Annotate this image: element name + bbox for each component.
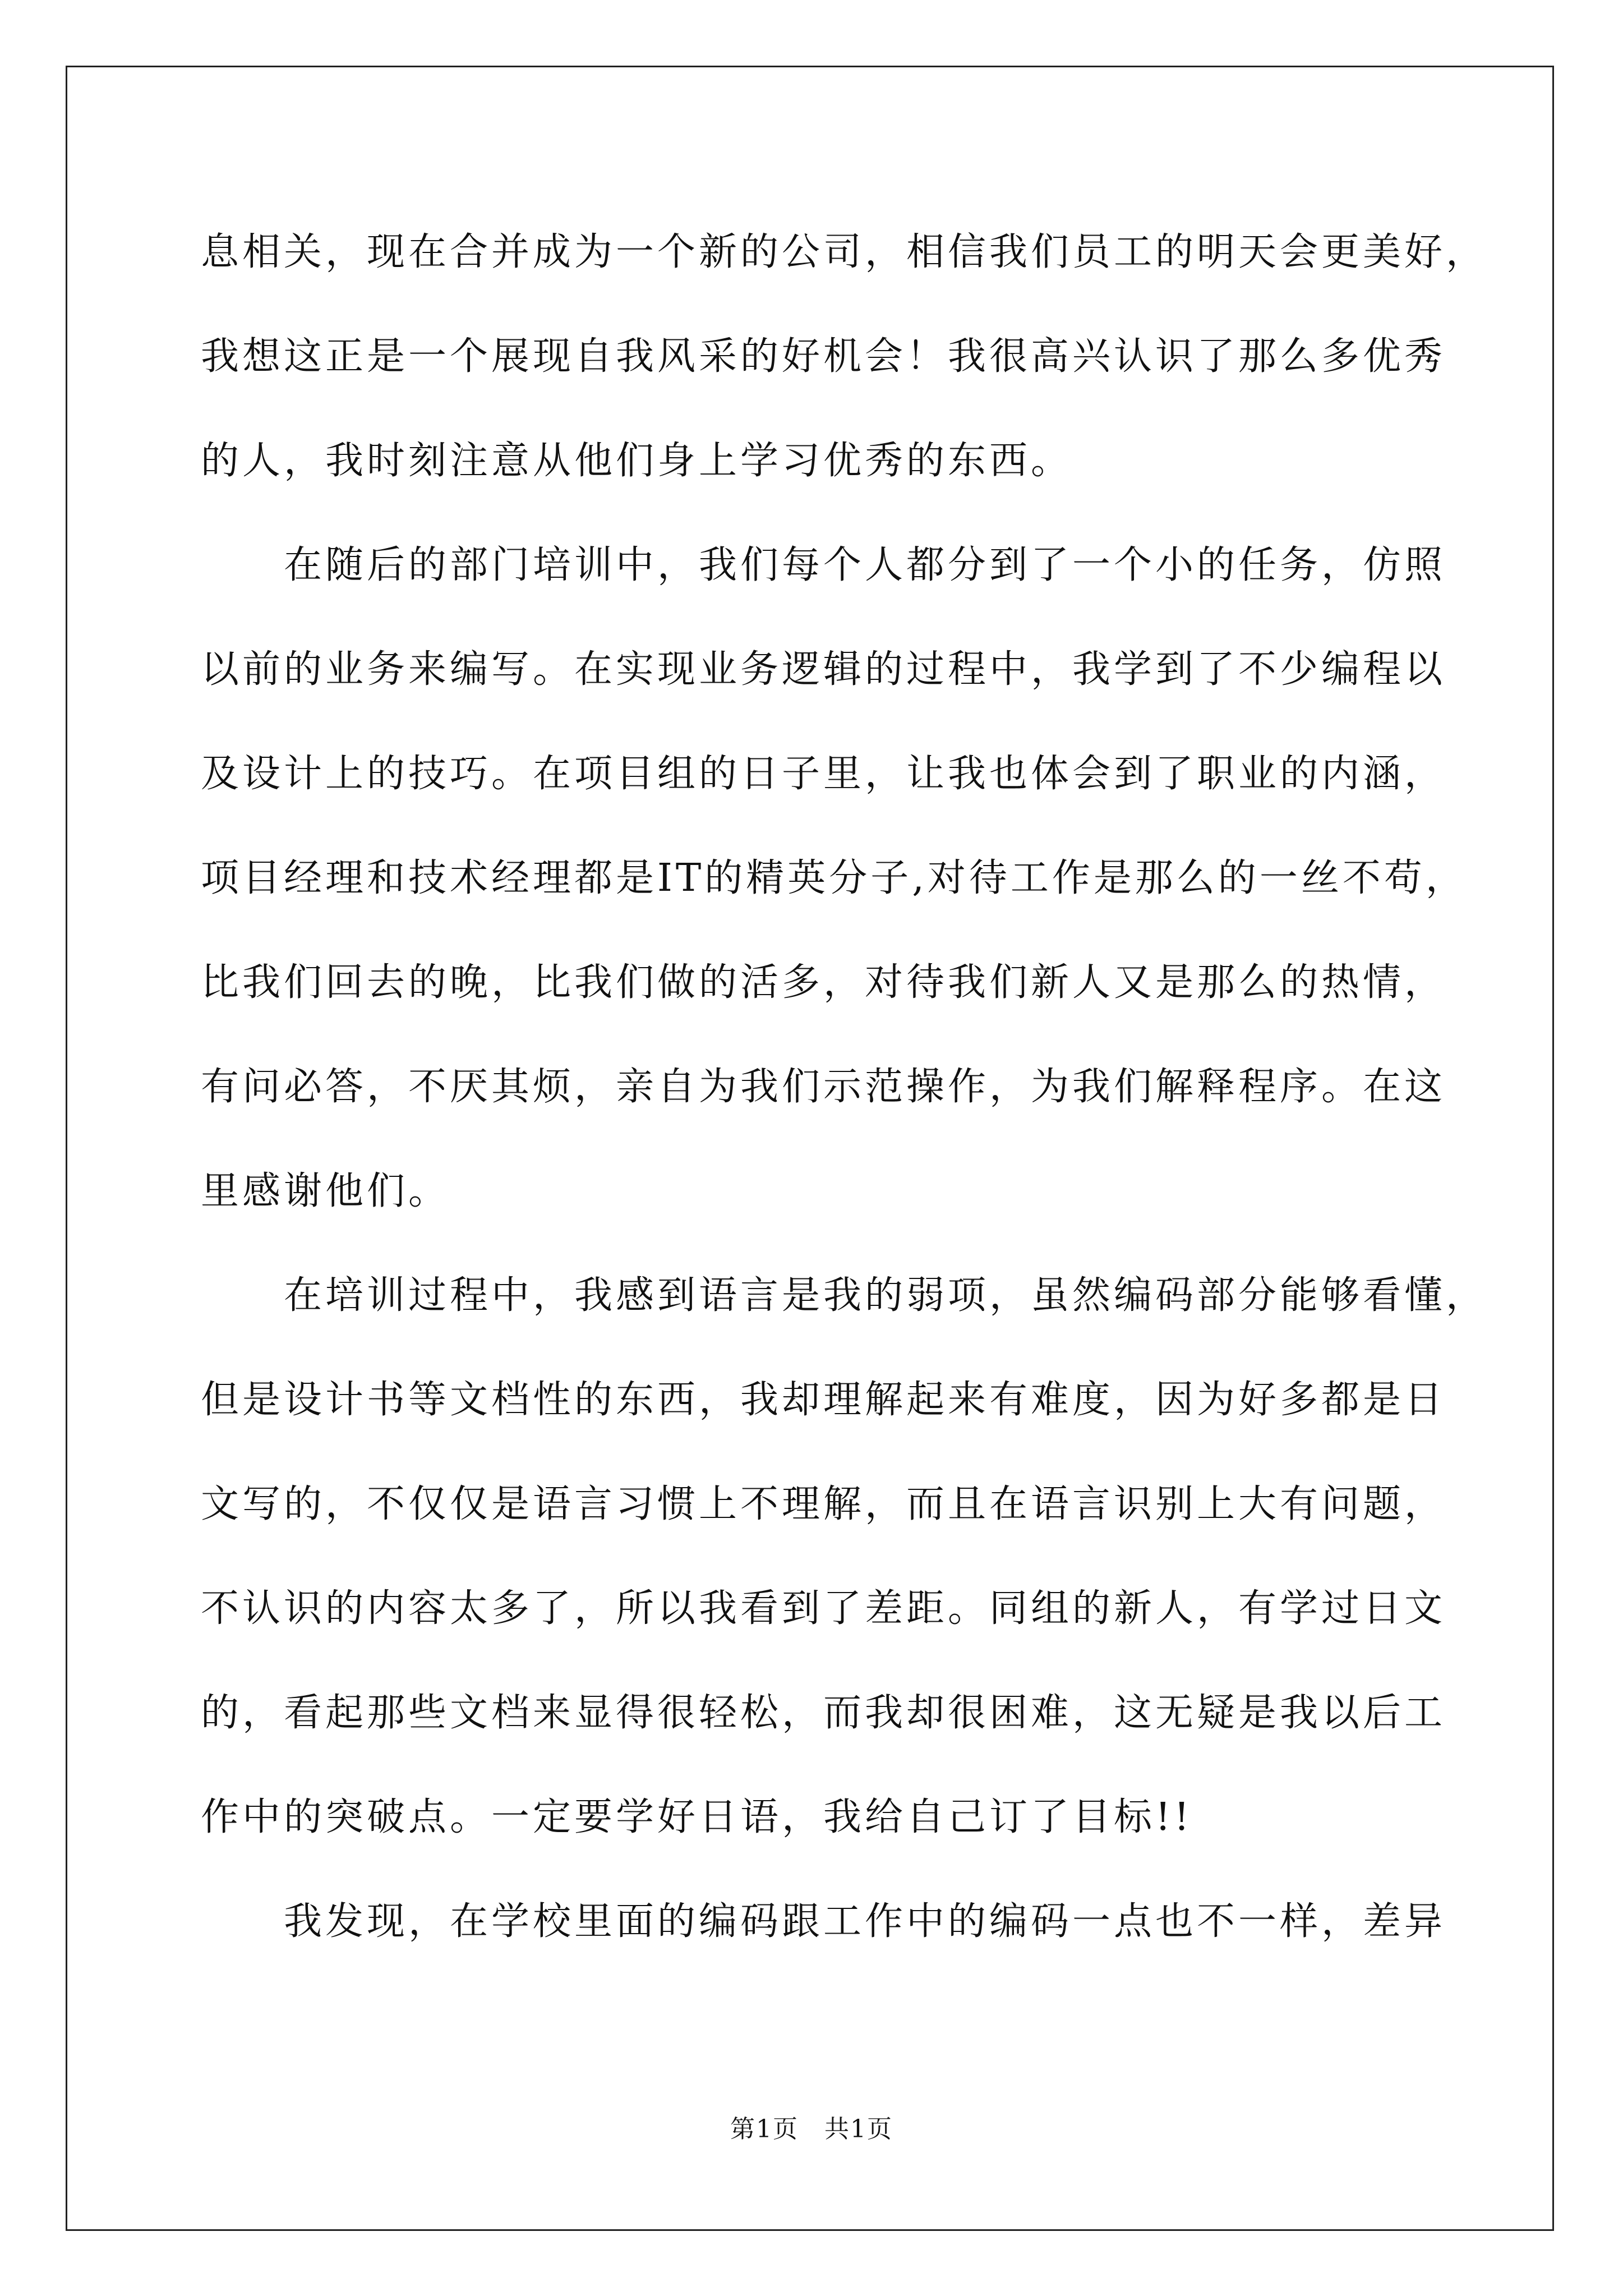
text-line: 及设计上的技巧。在项目组的日子里，让我也体会到了职业的内涵， [201, 752, 1446, 796]
text-line: 我想这正是一个展现自我风采的好机会！我很高兴认识了那么多优秀 [201, 334, 1446, 379]
text-line: 项目经理和技术经理都是IT的精英分子,对待工作是那么的一丝不苟， [201, 856, 1467, 900]
text-line: 比我们回去的晚，比我们做的活多，对待我们新人又是那么的热情， [201, 960, 1446, 1005]
text-line: 我发现，在学校里面的编码跟工作中的编码一点也不一样，差异 [201, 1899, 1446, 1944]
text-line: 不认识的内容太多了，所以我看到了差距。同组的新人，有学过日文 [201, 1586, 1446, 1631]
text-line: 在培训过程中，我感到语言是我的弱项，虽然编码部分能够看懂， [201, 1273, 1488, 1318]
text-line: 文写的，不仅仅是语言习惯上不理解，而且在语言识别上大有问题， [201, 1482, 1446, 1526]
page-number-footer: 第1页 共1页 [730, 2115, 893, 2143]
text-line: 在随后的部门培训中，我们每个人都分到了一个小的任务，仿照 [201, 543, 1446, 587]
text-line: 但是设计书等文档性的东西，我却理解起来有难度，因为好多都是日 [201, 1378, 1446, 1422]
text-line: 的，看起那些文档来显得很轻松，而我却很困难，这无疑是我以后工 [201, 1691, 1446, 1735]
text-line: 的人，我时刻注意从他们身上学习优秀的东西。 [201, 439, 1073, 483]
text-line: 里感谢他们。 [201, 1169, 450, 1213]
text-line: 作中的突破点。一定要学好日语，我给自己订了目标!! [201, 1795, 1193, 1839]
text-line: 息相关，现在合并成为一个新的公司，相信我们员工的明天会更美好， [201, 230, 1488, 274]
text-line: 以前的业务来编写。在实现业务逻辑的过程中，我学到了不少编程以 [201, 647, 1446, 692]
text-line: 有问必答，不厌其烦，亲自为我们示范操作，为我们解释程序。在这 [201, 1065, 1446, 1109]
